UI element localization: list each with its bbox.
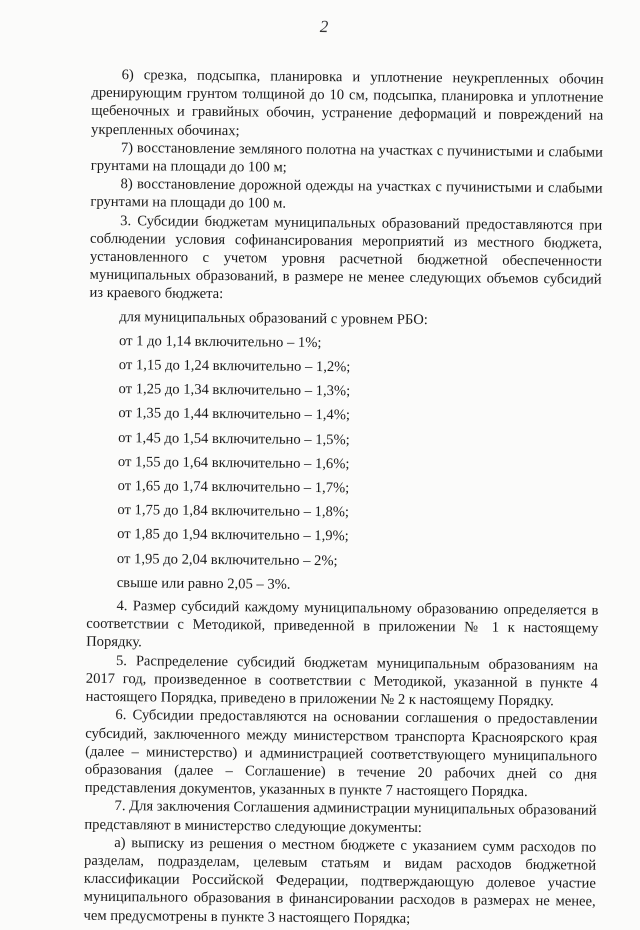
rbo-list-item: от 1,35 до 1,44 включительно – 1,4%;	[118, 405, 351, 424]
rbo-list-item: от 1,45 до 1,54 включительно – 1,5%;	[118, 429, 350, 448]
rbo-list-item: от 1 до 1,14 включительно – 1%;	[118, 332, 322, 351]
rbo-list-item: от 1,75 до 1,84 включительно – 1,8%;	[117, 502, 350, 521]
rbo-list-item: от 1,85 до 1,94 включительно – 1,9%;	[117, 526, 349, 545]
section-6-text: 6. Субсидии предоставляются на основании соглашения о предоставлении субсидий, заключенного между министерством транспорта Красноярского края (далее – министерство) и администрацией соответствующего муниципального образования (далее – Соглашение) в течение 20 рабочих дней со дня представления документов, указанных в пункте 7 настоящего Порядка.	[84, 707, 598, 801]
item-7-text: 7) восстановление земляного полотна на участках с пучинистыми и слабыми грунтами на площади до 100 м;	[90, 139, 603, 176]
rbo-list-item: от 1,65 до 1,74 включительно – 1,7%;	[117, 478, 350, 497]
section-4-text: 4. Размер субсидий каждому муниципальному образованию определяется в соответствии с Методикой, приведенной в приложении № 1 к настоящему Порядку.	[86, 598, 599, 651]
item-6-text: 6) срезка, подсыпка, планировка и уплотнение неукрепленных обочин дренирующим грунтом толщиной до 10 см, подсыпка, планировка и уплотнение щебеночных и гравийных обочин, устранение деформаций и повреждений на укрепленных обочинах;	[91, 67, 604, 139]
rbo-list	[87, 304, 602, 599]
section-5-text: 5. Распределение субсидий бюджетам муниципальным образованиям на 2017 год, произведенное в соответствии с Методикой, указанной в пункте 4 настоящего Порядка, приведено в приложении № 2 к настоящему Порядку.	[85, 652, 599, 710]
rbo-list-item: от 1,25 до 1,34 включительно – 1,3%;	[118, 381, 351, 400]
rbo-list-item: от 1,55 до 1,64 включительно – 1,6%;	[117, 453, 350, 473]
section-7a-text: а) выписку из решения о местном бюджете с указанием сумм расходов по разделам, подразделам, целевым статьям и видам расходов бюджетной классификации Российской Федерации, подтверждающую долевое участие муниципального образования в финансировании расходов в размерах не менее, чем предусмотрены в пункте 3 настоящего Порядка;	[83, 834, 597, 927]
rbo-list-item: от 1,15 до 1,24 включительно – 1,2%;	[118, 357, 351, 376]
item-8-text: 8) восстановление дорожной одежды на участках с пучинистыми и слабыми грунтами на площади до 100 м.	[90, 176, 603, 213]
rbo-list-item: свыше или равно 2,05 – 3%.	[116, 574, 291, 593]
rbo-list-heading: для муниципальных образований с уровнем РБО:	[119, 308, 428, 328]
section-3-text: 3. Субсидии бюджетам муниципальных образований предоставляются при соблюдении условия софинансирования мероприятий из местного бюджета, установленного с учетом уровня расчетной бюджетной обеспеченности муниципальных образований, в размере не менее следующих объемов субсидий из краевого бюджета:	[89, 212, 603, 303]
page-number: 2	[319, 16, 329, 37]
rbo-list-item: от 1,95 до 2,04 включительно – 2%;	[116, 550, 338, 569]
section-7-text: 7. Для заключения Соглашения администрации муниципальных образований представляют в министерство следующие документы:	[84, 798, 597, 836]
